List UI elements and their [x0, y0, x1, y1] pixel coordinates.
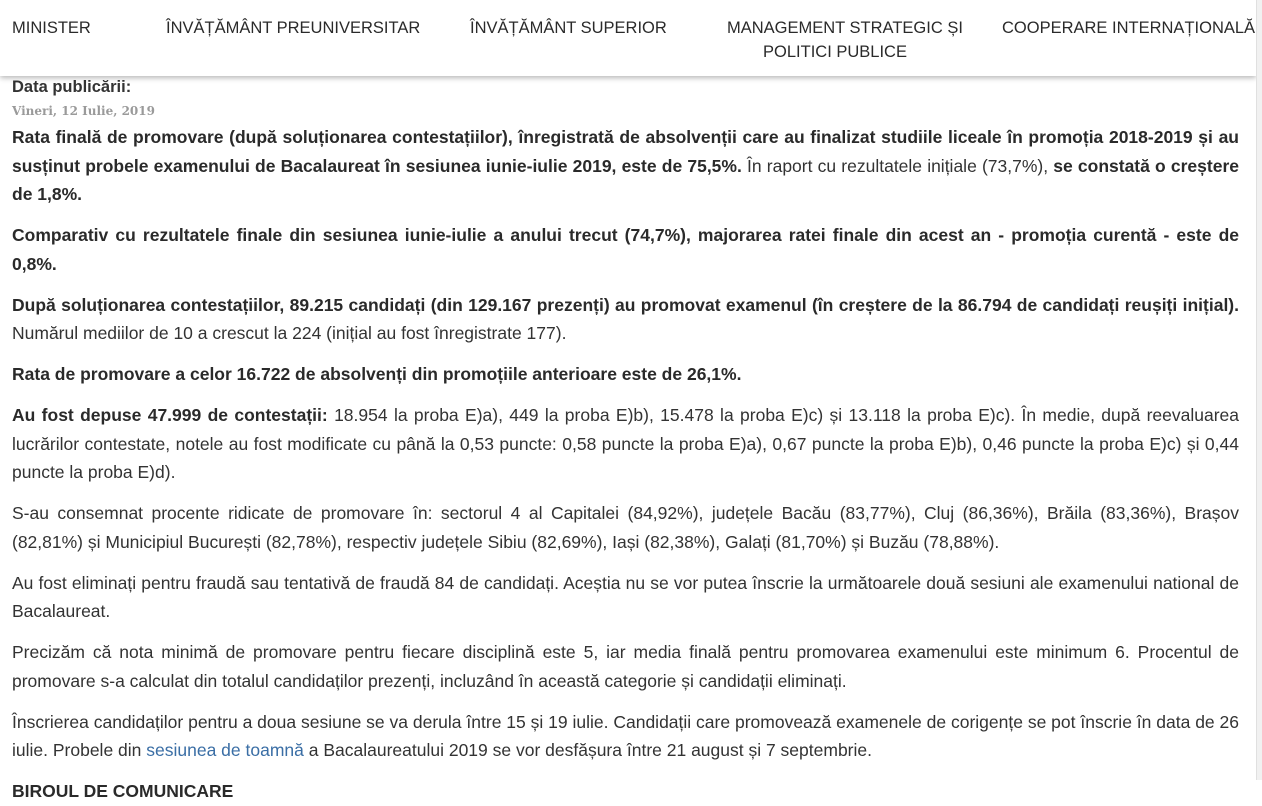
- paragraph-high-rates: S-au consemnat procente ridicate de promovare în: sectorul 4 al Capitalei (84,92%), județele Bacău (83,77%), Cluj (86,36%), Brăila (83,36%), Brașov (82,81%) și Municipiul București (82,78%), respectiv județele Sibiu (82,69%), Iași (82,38%), Galați (81,70%) și Buzău (78,88%).: [12, 503, 1239, 552]
- text: În raport cu rezultatele inițiale (73,7%),: [741, 155, 1054, 176]
- nav-item-label: ÎNVĂȚĂMÂNT PREUNIVERSITAR: [166, 19, 421, 37]
- scrollbar[interactable]: [1256, 0, 1262, 780]
- nav-item-invatamant-superior[interactable]: [470, 16, 667, 40]
- paragraph-second-session: [12, 708, 1239, 765]
- nav-item-label: MANAGEMENT STRATEGIC ȘI: [727, 19, 963, 37]
- bold-text: Comparativ cu rezultatele finale din sesiunea iunie-iulie a anului trecut (74,7%), majorarea ratei finale din acest an - promoția curentă - este de 0,8%.: [12, 225, 1239, 274]
- nav-item-label: COOPERARE INTERNAȚIONALĂ: [1002, 19, 1256, 37]
- nav-item-management-strategic[interactable]: [727, 16, 963, 64]
- signature: BIROUL DE COMUNICARE: [12, 781, 234, 801]
- top-navigation-bar: [0, 0, 1256, 76]
- paragraph-fraud: Au fost eliminați pentru fraudă sau tentativă de fraudă 84 de candidați. Aceștia nu se vor putea înscrie la următoarele două sesiuni ale examenului national de Bacalaureat.: [12, 572, 1239, 621]
- publication-date-label: Data publicării:: [12, 78, 132, 96]
- nav-item-cooperare-internationala[interactable]: [1002, 16, 1255, 40]
- nav-item-label: ÎNVĂȚĂMÂNT SUPERIOR: [470, 19, 667, 37]
- nav-item-minister[interactable]: [12, 16, 91, 40]
- autumn-session-link[interactable]: sesiunea de toamnă: [146, 740, 304, 760]
- article-body: [12, 76, 1239, 806]
- paragraph-comparison: [12, 221, 1239, 278]
- paragraph-minimum-grade: Precizăm că nota minimă de promovare pentru fiecare disciplină este 5, iar media finală pentru promovarea examenului este minimum 6. Procentul de promovare s-a calculat din totalul candidaților prezenți, incluzând în această categorie și candidații eliminați.: [12, 642, 1239, 691]
- text: Înscrierea candidaților pentru a doua sesiune se va derula între 15 și 19 iulie. Candidații care promovează examenele de corigențe se pot înscrie în data de 26 iulie. Probele din: [12, 711, 1239, 760]
- paragraph-candidates: [12, 291, 1239, 348]
- paragraph-previous-graduates: [12, 360, 1239, 389]
- paragraph-contestations: [12, 401, 1239, 487]
- publication-date: Vineri, 12 Iulie, 2019: [12, 104, 155, 118]
- bold-text: se constată o creștere de 1,8%.: [12, 155, 1239, 204]
- text: 18.954 la proba E)a), 449 la proba E)b), 15.478 la proba E)c) și 13.118 la proba E)c). În medie, după reevaluarea lucrărilor contestate, notele au fost modificate cu până la 0,53 puncte: 0,58 puncte la proba E)a), 0,67 puncte la proba E)b), 0,46 puncte la proba E)c) și 0,44 puncte la proba E)d).: [12, 405, 1239, 482]
- nav-item-label-line2: POLITICI PUBLICE: [763, 43, 907, 61]
- bold-text: Rata finală de promovare (după soluționarea contestațiilor), înregistrată de absolvenții care au finalizat studiile liceale în promoția 2018-2019 și au susținut probele examenului de Bacalaureat în sesiunea iunie-iulie 2019, este de 75,5%.: [12, 127, 1239, 176]
- text: a Bacalaureatului 2019 se vor desfășura între 21 august și 7 septembrie.: [303, 740, 872, 760]
- bold-text: După soluționarea contestațiilor, 89.215 candidați (din 129.167 prezenți) au promovat examenul (în creștere de la 86.794 de candidați reușiți inițial).: [12, 294, 1239, 315]
- bold-text: Rata de promovare a celor 16.722 de absolvenți din promoțiile anterioare este de 26,1%.: [12, 364, 742, 384]
- paragraph-final-rate: [12, 123, 1239, 209]
- nav-item-invatamant-preuniversitar[interactable]: [166, 16, 420, 40]
- bold-text: Au fost depuse 47.999 de contestații:: [12, 405, 328, 425]
- text: Numărul mediilor de 10 a crescut la 224 (inițial au fost înregistrate 177).: [12, 323, 567, 343]
- nav-item-label: MINISTER: [12, 19, 91, 37]
